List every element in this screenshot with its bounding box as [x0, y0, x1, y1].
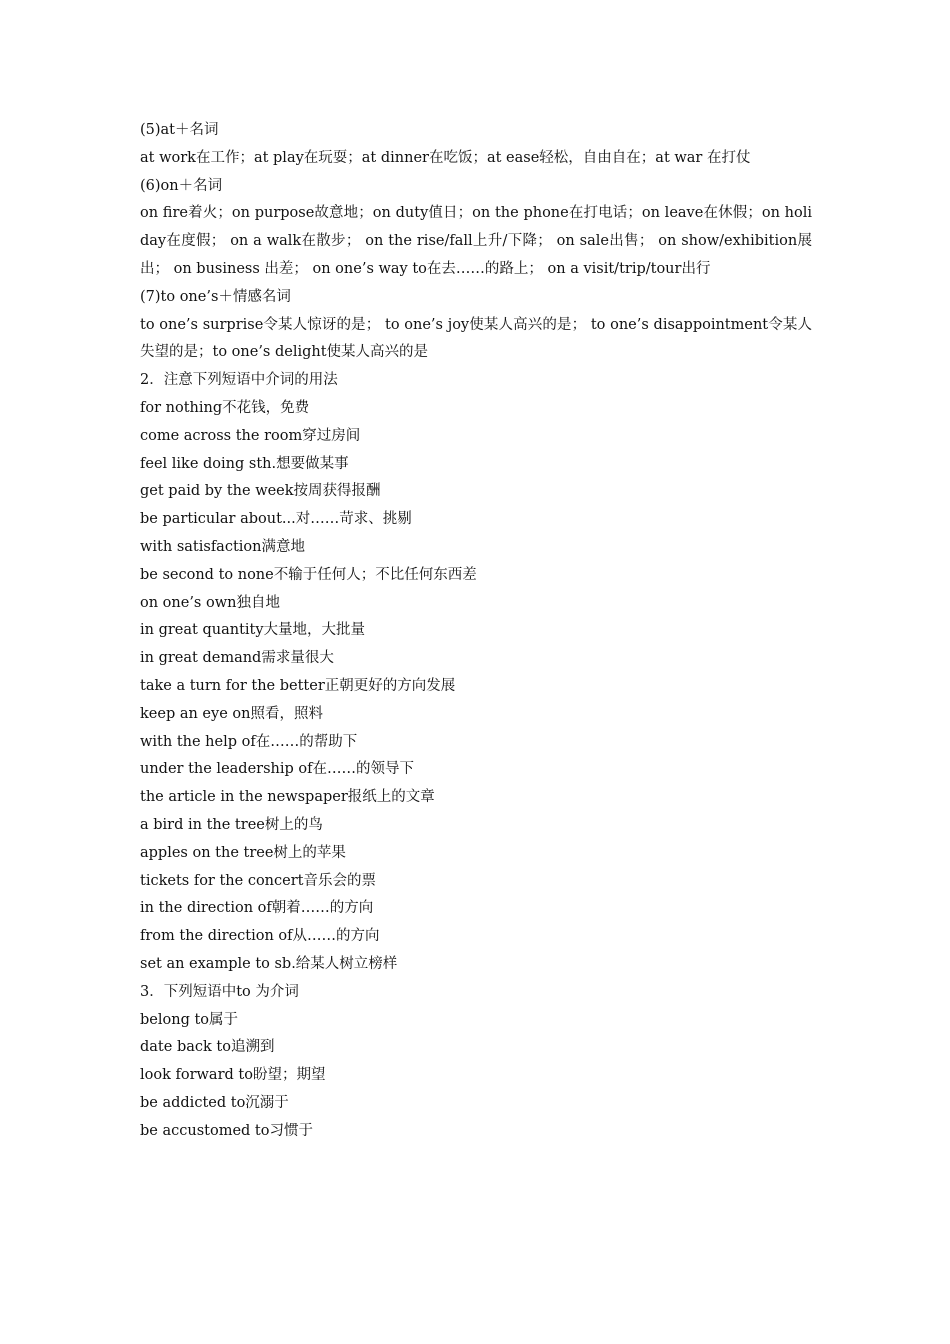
phrase-line: on one’s own独自地 [140, 594, 280, 611]
section-heading-to-ones-emotion: (7)to one’s＋情感名词 [140, 288, 291, 305]
phrase-line: in great quantity大量地，大批量 [140, 622, 366, 639]
section-heading-3: 3．下列短语中to 为介词 [140, 983, 299, 1000]
phrase-line: with the help of在……的帮助下 [140, 733, 358, 750]
phrase-line: be accustomed to习惯于 [140, 1122, 313, 1139]
document-body [140, 117, 812, 1145]
phrase-line: for nothing不花钱，免费 [140, 399, 310, 416]
phrase-line: date back to追溯到 [140, 1039, 275, 1056]
phrase-line: in great demand需求量很大 [140, 650, 334, 667]
section-heading-at-noun: (5)at＋名词 [140, 122, 219, 138]
phrase-line: tickets for the concert音乐会的票 [140, 872, 376, 889]
phrase-line: be addicted to沉溺于 [140, 1094, 289, 1111]
phrase-line: belong to属于 [140, 1011, 239, 1028]
phrase-line: under the leadership of在……的领导下 [140, 761, 414, 778]
paragraph-emotion-phrases: to one’s surprise令某人惊讶的是； to one’s joy使某人高兴的是； to one’s disappointment令某人失望的是；to one’s delight使某人高兴的是 [140, 316, 812, 361]
phrase-line: in the direction of朝着……的方向 [140, 900, 374, 917]
phrase-line: look forward to盼望；期望 [140, 1067, 326, 1084]
phrase-line: apples on the tree树上的苹果 [140, 844, 346, 861]
phrase-line: feel like doing sth.想要做某事 [140, 455, 349, 472]
phrase-line: be particular about...对……苛求、挑剔 [140, 511, 412, 528]
section-heading-on-noun: (6)on＋名词 [140, 177, 223, 194]
phrase-line: with satisfaction满意地 [140, 538, 305, 555]
phrase-line: from the direction of从……的方向 [140, 928, 380, 945]
phrase-line: keep an eye on照看，照料 [140, 705, 323, 722]
phrase-line: take a turn for the better正朝更好的方向发展 [140, 677, 456, 694]
paragraph-at-phrases: at work在工作；at play在玩耍；at dinner在吃饭；at ease轻松，自由自在；at war 在打仗 [140, 149, 751, 166]
phrase-line: set an example to sb.给某人树立榜样 [140, 955, 398, 972]
phrase-line: get paid by the week按周获得报酬 [140, 483, 381, 500]
section-heading-2: 2．注意下列短语中介词的用法 [140, 372, 338, 389]
phrase-line: a bird in the tree树上的鸟 [140, 816, 323, 833]
paragraph-on-phrases: on fire着火；on purpose故意地；on duty值日；on the phone在打电话；on leave在休假；on holiday在度假； on a walk在散步； on the rise/fall上升/下降； on sale出售； on show/exhibition展出； on business 出差； on one’s way to在去……的路上； on a visit/trip/tour出行 [140, 205, 812, 277]
phrase-line: the article in the newspaper报纸上的文章 [140, 789, 435, 806]
phrase-line: come across the room穿过房间 [140, 427, 361, 444]
phrase-line: be second to none不输于任何人；不比任何东西差 [140, 566, 477, 583]
